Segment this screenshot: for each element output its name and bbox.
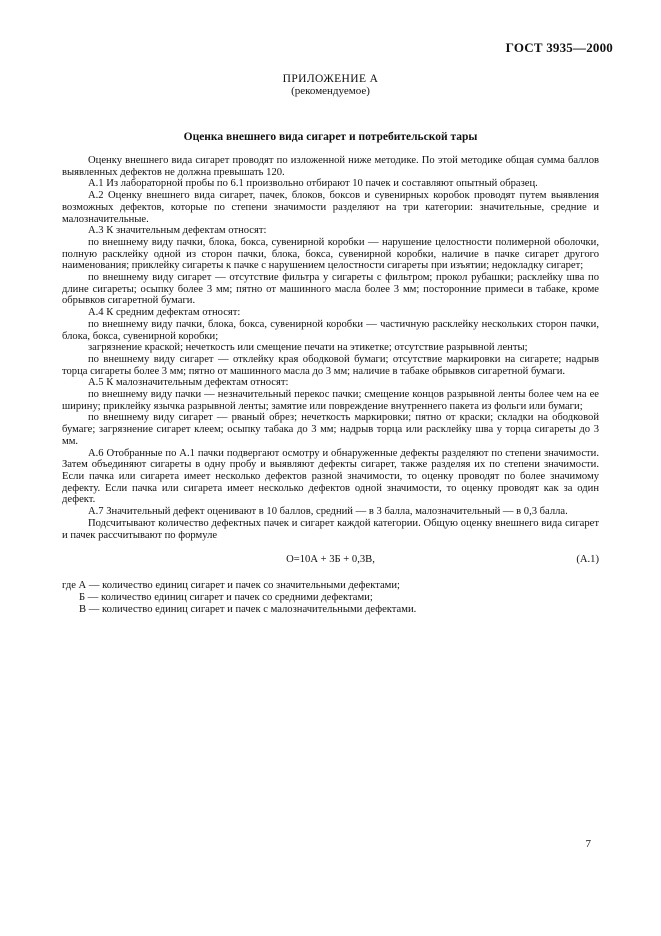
paragraph-a3-pack: по внешнему виду пачки, блока, бокса, сувенирной коробки — нарушение целостности полимерной оболочки, полную расклейку одной из сторон пачки, блока, бокса, сувенирной коробки, наличие в пачке сигарет другого наименования; приклейку сигареты к пачке с нарушением целостности сигареты при изъятии; недокладку сигарет; [62,236,599,272]
section-title: Оценка внешнего вида сигарет и потребительской тары [183,131,478,143]
formula-number: (А.1) [576,554,599,566]
paragraph-a4: А.4 К средним дефектам относят: [88,307,241,319]
body-text [62,155,599,615]
paragraph-a7: А.7 Значительный дефект оценивают в 10 баллов, средний — в 3 балла, малозначительный — в 0,3 балла. [88,506,568,518]
paragraph-a2: А.2 Оценку внешнего вида сигарет, пачек, блоков, боксов и сувенирных коробок проводят путем выявления возможных дефектов, которые по степени значимости разделяют на три категории: значительные, средние и малозначительные. [62,190,599,225]
document-code: ГОСТ 3935—2000 [505,40,613,55]
formula: О=10А + 3Б + 0,3В, [286,554,375,566]
definition-a: где А — количество единиц сигарет и пачек со значительными дефектами; [62,580,400,592]
paragraph-a4-cig: по внешнему виду сигарет — отклейку края ободковой бумаги; отсутствие маркировки на сигарете; надрыв торца сигареты более 3 мм; пятно от машинного масла до 3 мм; наличие в табаке обрывков сигаретной бумаги. [62,353,599,377]
formula-row [62,546,599,576]
paragraph-a1: А.1 Из лабораторной пробы по 6.1 произвольно отбирают 10 пачек и составляют опытный образец. [88,178,538,190]
definition-b: Б — количество единиц сигарет и пачек со средними дефектами; [79,591,373,603]
paragraph-a3-cig: по внешнему виду сигарет — отсутствие фильтра у сигареты с фильтром; прокол рубашки; расклейку шва по длине сигареты; осыпку более 3 мм; пятно от машинного масла более 3 мм; посторонние примеси в табаке, кроме обрывков сигаретной бумаги. [62,272,599,307]
definition-v: В — количество единиц сигарет и пачек с малозначительными дефектами. [79,603,417,615]
paragraph-a4-paint: загрязнение краской; нечеткость или смещение печати на этикетке; отсутствие разрывной ленты; [88,342,528,354]
page-number: 7 [585,838,591,850]
paragraph-a5: А.5 К малозначительным дефектам относят: [88,377,289,389]
appendix-subtitle: (рекомендуемое) [291,85,370,97]
paragraph-count: Подсчитывают количество дефектных пачек и сигарет каждой категории. Общую оценку внешнего вида сигарет и пачек рассчитывают по формуле [62,517,599,541]
paragraph-a3: А.3 К значительным дефектам относят: [88,225,267,237]
paragraph-a5-cig: по внешнему виду сигарет — рваный обрез; нечеткость маркировки; пятно от краски; складки на ободковой бумаге; загрязнение сигарет клеем; осыпку табака до 3 мм; надрыв торца или расклейку шва у торца сигареты до 3 мм. [62,412,599,447]
formula-definitions [62,580,599,615]
paragraph-a5-pack: по внешнему виду пачки — незначительный перекос пачки; смещение концов разрывной ленты более чем на ее ширину; приклейку язычка разрывной ленты; замятие или повреждение внутреннего пакета из фольги или бумаги; [62,389,599,412]
appendix-title: ПРИЛОЖЕНИЕ А [282,73,379,85]
paragraph-a4-pack: по внешнему виду пачки, блока, бокса, сувенирной коробки — частичную расклейку нескольких сторон пачки, блока, бокса, сувенирной коробки; [62,318,599,342]
appendix-heading [0,73,661,97]
paragraph-intro: Оценку внешнего вида сигарет проводят по изложенной ниже методике. По этой методике общая сумма баллов выявленных дефектов не должна превышать 120. [62,155,599,178]
paragraph-a6: А.6 Отобранные по А.1 пачки подвергают осмотру и обнаруженные дефекты разделяют по степени значимости. Затем объединяют сигареты в одну пробу и выявляют дефекты сигарет, также разделяя их по степени значимости. Если пачка или сигарета имеет несколько дефектов разной значимости, то оценку проводят по более значимому дефекту. Если пачка или сигарета имеет несколько дефектов одной значимости, то оценку проводят как за один дефект. [62,447,599,506]
